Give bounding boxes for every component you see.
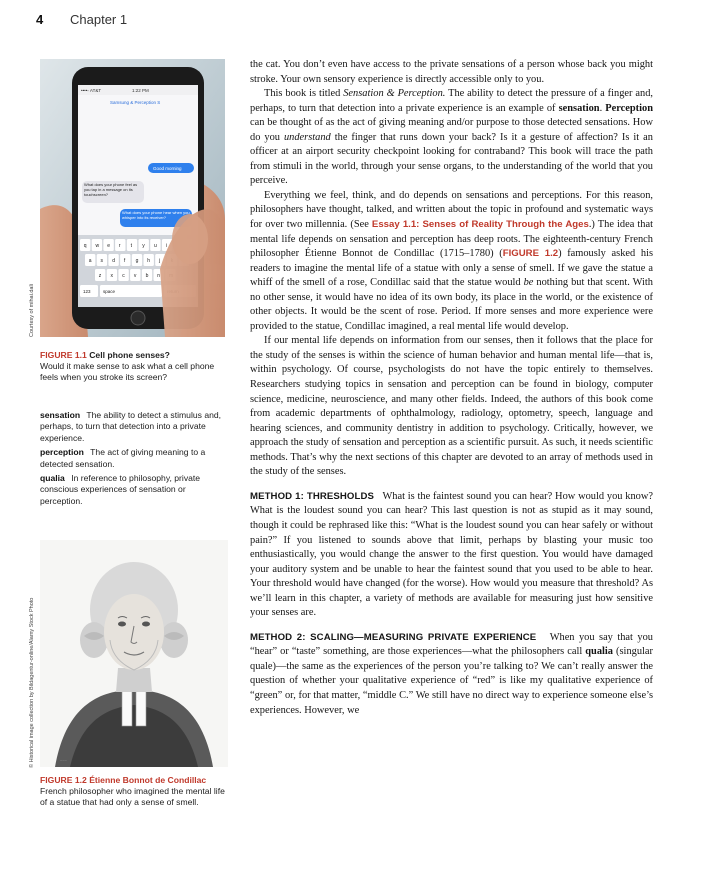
glossary-term: sensation — [40, 410, 81, 420]
svg-text:~~~: ~~~ — [60, 758, 68, 763]
carrier-text: ••••◦ AT&T — [81, 88, 102, 93]
condillac-engraving — [40, 540, 228, 767]
method-2-section: METHOD 2: SCALING—MEASURING PRIVATE EXPERIENCE When you say that you “hear” or “taste” something, are those experiences—what the philosophers call qualia (singular quale)—the same as the experiences of the person you’re talking to? We can’t really answer the question of whether your qualitative experience of “red” is like my qualitative experience of “green” or, for that matter, “middle C.” We still have no direct way to experience someone else’s experiences. However, we — [250, 631, 653, 716]
glossary-entry — [40, 473, 225, 507]
key-label: y — [142, 243, 145, 249]
cell-phone-illustration — [40, 59, 225, 337]
figure-caption-text: French philosopher who imagined the mental life of a statue that had only a sense of smell. — [40, 786, 225, 807]
paragraph: the cat. You don’t even have access to the private sensations of a person whose back you might stroke. Your own sensory experience is directly accessible only to you. — [250, 59, 653, 85]
key-label: r — [118, 243, 121, 249]
glossary-entry — [40, 447, 225, 470]
essay-link[interactable]: Essay 1.1: Senses of Reality Through the Ages — [371, 219, 589, 231]
key-label: h — [147, 258, 151, 264]
clock-text: 1:22 PM — [132, 88, 149, 93]
key-t — [127, 239, 137, 251]
key-term: qualia — [585, 646, 614, 658]
glossary-margin — [40, 410, 225, 510]
book-title: Sensation & Perception. — [343, 88, 446, 100]
key-label: v — [133, 273, 137, 279]
figure-link[interactable]: FIGURE 1.2 — [502, 248, 559, 260]
key-label: g — [135, 258, 139, 264]
paragraph: If our mental life depends on information from our senses, then it follows that the place for the study of the senses is within the science of human behavior and human mental life—that is, within psychology. Of course, psychologists do not have the topic entirely to themselves. Researchers studying topics in sensation and perception can be found in biology, computer science, medicine, neuroscience, and many other fields. Indeed, the authors of this book come from academic departments of ophthalmology, radiology, optometry, speech, language and hearing sciences, and community dentistry in addition to psychology. Critically, however, we approach the study of sensation and perception as a scientific pursuit. As such, it needs scientific methods. That’s why the next sections of this chapter are devoted to an array of methods used in the study of the senses. — [250, 335, 653, 478]
key-label: z — [98, 273, 102, 279]
key-label: e — [107, 243, 110, 249]
photo-credit-2: © Historical image collection by Bildagentur-online/Alamy Stock Photo — [29, 597, 35, 768]
key-label: b — [145, 273, 149, 279]
glossary-entry — [40, 410, 225, 444]
running-head: Chapter 1 — [70, 12, 128, 27]
figure-label: FIGURE 1.2 — [40, 775, 87, 785]
key-label: s — [100, 258, 103, 264]
space-key-label: space — [103, 289, 116, 294]
home-button-icon — [131, 311, 145, 325]
page-number: 4 — [36, 12, 44, 27]
section-heading: METHOD 1: THRESHOLDS — [250, 490, 374, 502]
bubble-3-text: What does your phone hear when you whisper into its receiver? — [122, 210, 190, 220]
key-label: c — [122, 273, 125, 279]
glossary-term: perception — [40, 447, 84, 458]
figure-1-1-photo — [40, 59, 225, 337]
key-label: q — [83, 243, 87, 249]
photo-credit-1: Courtesy of mihai.dali — [29, 284, 35, 337]
num-key-label: 123 — [83, 289, 91, 294]
key-label: t — [130, 243, 132, 249]
figure-1-1-caption — [40, 350, 230, 383]
figure-caption-text: Would it make sense to ask what a cell phone feels when you stroke its screen? — [40, 361, 215, 382]
glossary-definition: The act of giving meaning to a detected sensation. — [40, 447, 206, 469]
key-f — [120, 254, 130, 266]
main-text-column — [250, 58, 653, 718]
glossary-term: qualia — [40, 473, 65, 484]
glossary-definition: The ability to detect a stimulus and, perhaps, to turn that detection into a private experience. — [40, 410, 222, 443]
contact-name: Samsung & Perception S — [110, 100, 161, 105]
glossary-definition: In reference to philosophy, private conscious experiences of sensation or perception. — [40, 473, 201, 506]
paragraph: Everything we feel, think, and do depends on sensations and perceptions. For this reason, philosophers have thought, talked, and written about the topic in profound and systematic ways for over two millennia. (See Essay 1.1: Senses of Reality Through the Ages.) The idea that mental life depends on sensation and perception has deep roots. The eighteenth-century French philosopher Étienne Bonnot de Condillac (1715–1780) (FIGURE 1.2) famously asked his readers to imagine the mental life of a statue with only a sense of smell. If we gave the statue a whiff of the smell of a rose, Condillac said that the statue would be nothing but that scent. With no other sense, it would have no idea of its own body, its place in the world, or the existence of other objects. It would be the scent of rose. Period. If more senses and more experience were provided to the statue, Condillac imagined, a real mental life would develop. — [250, 189, 653, 332]
key-label: j — [159, 258, 161, 264]
section-heading: METHOD 2: SCALING—MEASURING PRIVATE EXPERIENCE — [250, 631, 537, 643]
key-label: f — [123, 258, 126, 264]
figure-1-2-portrait — [40, 540, 228, 767]
key-label: d — [112, 258, 115, 264]
bubble-2-text: What does your phone feel as you tap in a message on its touchscreen? — [84, 182, 138, 197]
figure-title: Étienne Bonnot de Condillac — [89, 775, 207, 785]
figure-1-2-caption — [40, 775, 230, 808]
key-label: x — [110, 273, 113, 279]
key-label: n — [157, 273, 161, 279]
figure-label: FIGURE 1.1 — [40, 350, 87, 360]
key-label: u — [154, 243, 157, 249]
bubble-1-text: Good morning — [153, 166, 182, 171]
method-1-section: METHOD 1: THRESHOLDS What is the faintest sound you can hear? How would you know? What is the loudest sound you can hear? This last question is not as stupid as it may sound, though it could be rephrased like this: “What is the loudest sound you can hear safely or without pain?” If you listened to sounds above that limit, perhaps by blasting your music too enthusiastically, you would change the answer to the first question. You would have damaged your auditory system and be unable to hear the faintest sound that you used to be able to hear. Your threshold would have changed (for the worse). How would you measure that threshold? As we’ll learn in this chapter, a variety of methods are available for measuring just how sensitive your senses are. — [250, 490, 653, 619]
key-label: a — [88, 258, 92, 264]
key-term: Perception — [605, 102, 653, 114]
key-label: w — [95, 243, 100, 249]
figure-title: Cell phone senses? — [89, 350, 170, 360]
key-term: sensation — [558, 102, 600, 114]
paragraph: This book is titled Sensation & Perception. The ability to detect the pressure of a finger and, perhaps, to turn that detection into a private experience is an example of sensation. Perception can be thought of as the act of giving meaning and/or purpose to those detected sensations. How do you understand the finger that runs down your back? Is it a gesture of affection? Is it an officer at an airport security checkpoint looking for contraband? This book will trace the path from stimuli in the world, through your sense organs, to the understanding of the world that you perceive. — [250, 88, 653, 187]
key-label: i — [165, 243, 167, 249]
